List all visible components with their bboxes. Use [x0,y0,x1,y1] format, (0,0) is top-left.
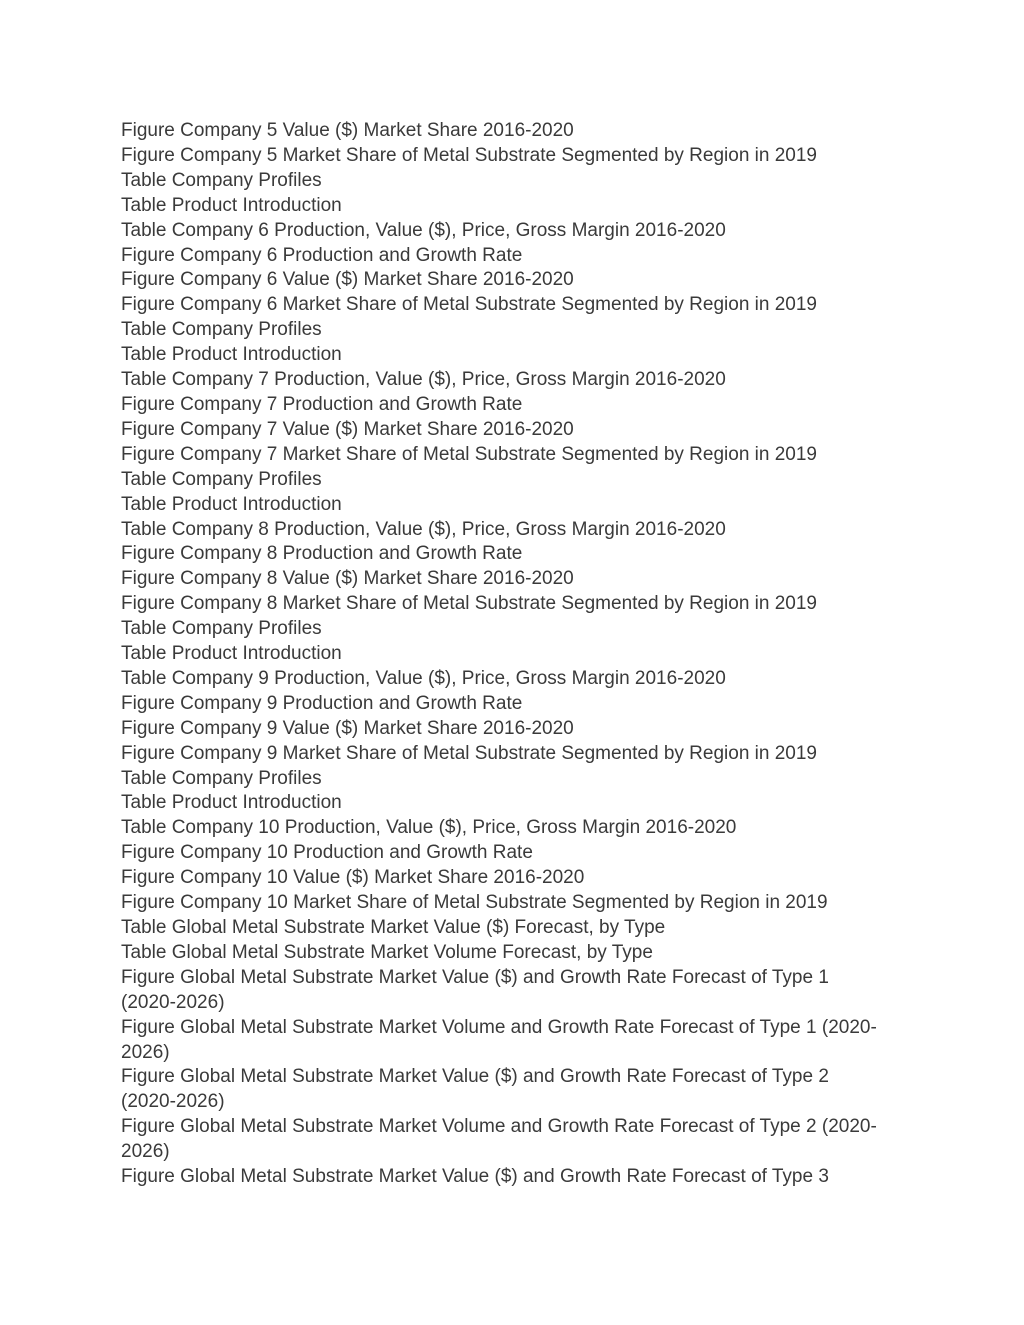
list-item: Table Company Profiles [121,169,322,191]
list-item: Table Company 8 Production, Value ($), Price, Gross Margin 2016-2020 [121,518,726,540]
list-item: Figure Company 5 Market Share of Metal Substrate Segmented by Region in 2019 [121,144,817,166]
document-page [121,119,881,1190]
list-item: Figure Company 7 Production and Growth Rate [121,393,523,415]
list-item: Table Company 7 Production, Value ($), Price, Gross Margin 2016-2020 [121,369,726,391]
list-item: Table Company Profiles [121,767,322,789]
list-item: Table Product Introduction [121,344,342,366]
list-item: Table Product Introduction [121,493,342,515]
list-item: Table Company Profiles [121,618,322,640]
list-item: Table Company 9 Production, Value ($), Price, Gross Margin 2016-2020 [121,667,726,689]
list-item: Figure Company 6 Value ($) Market Share 2016-2020 [121,269,574,291]
figure-table-list [121,119,881,1190]
list-item: Table Product Introduction [121,194,342,216]
list-item: Figure Company 6 Production and Growth Rate [121,244,523,266]
list-item: Figure Company 9 Value ($) Market Share 2016-2020 [121,717,574,739]
list-item: Figure Company 7 Market Share of Metal Substrate Segmented by Region in 2019 [121,443,817,465]
list-item: Table Company Profiles [121,468,322,490]
list-item: Figure Company 10 Market Share of Metal Substrate Segmented by Region in 2019 [121,892,828,914]
list-item: Table Company Profiles [121,319,322,341]
list-item: Figure Company 8 Production and Growth Rate [121,543,523,565]
list-item: Figure Company 9 Production and Growth Rate [121,692,523,714]
list-item: Table Global Metal Substrate Market Value ($) Forecast, by Type [121,917,666,938]
list-item: Figure Global Metal Substrate Market Volume and Growth Rate Forecast of Type 2 (2020-2026) [121,1116,877,1163]
list-item: Table Product Introduction [121,792,342,814]
list-item: Table Company 10 Production, Value ($), Price, Gross Margin 2016-2020 [121,817,737,839]
list-item: Table Global Metal Substrate Market Volume Forecast, by Type [121,941,653,963]
list-item: Figure Company 10 Production and Growth Rate [121,842,533,864]
list-item: Figure Company 10 Value ($) Market Share 2016-2020 [121,867,585,889]
list-item: Figure Company 5 Value ($) Market Share 2016-2020 [121,120,574,141]
list-item: Figure Global Metal Substrate Market Value ($) and Growth Rate Forecast of Type 1 (2020-2026) [121,966,829,1013]
list-item: Figure Company 7 Value ($) Market Share 2016-2020 [121,418,574,440]
list-item: Figure Company 8 Market Share of Metal Substrate Segmented by Region in 2019 [121,593,817,615]
list-item: Figure Global Metal Substrate Market Value ($) and Growth Rate Forecast of Type 2 (2020-2026) [121,1066,829,1113]
list-item: Table Company 6 Production, Value ($), Price, Gross Margin 2016-2020 [121,219,726,241]
list-item: Figure Company 9 Market Share of Metal Substrate Segmented by Region in 2019 [121,742,817,764]
list-item: Table Product Introduction [121,643,342,665]
list-item: Figure Company 8 Value ($) Market Share 2016-2020 [121,568,574,590]
list-item: Figure Global Metal Substrate Market Value ($) and Growth Rate Forecast of Type 3 [121,1166,829,1188]
list-item: Figure Company 6 Market Share of Metal Substrate Segmented by Region in 2019 [121,294,817,316]
list-item: Figure Global Metal Substrate Market Volume and Growth Rate Forecast of Type 1 (2020-2026) [121,1016,877,1063]
